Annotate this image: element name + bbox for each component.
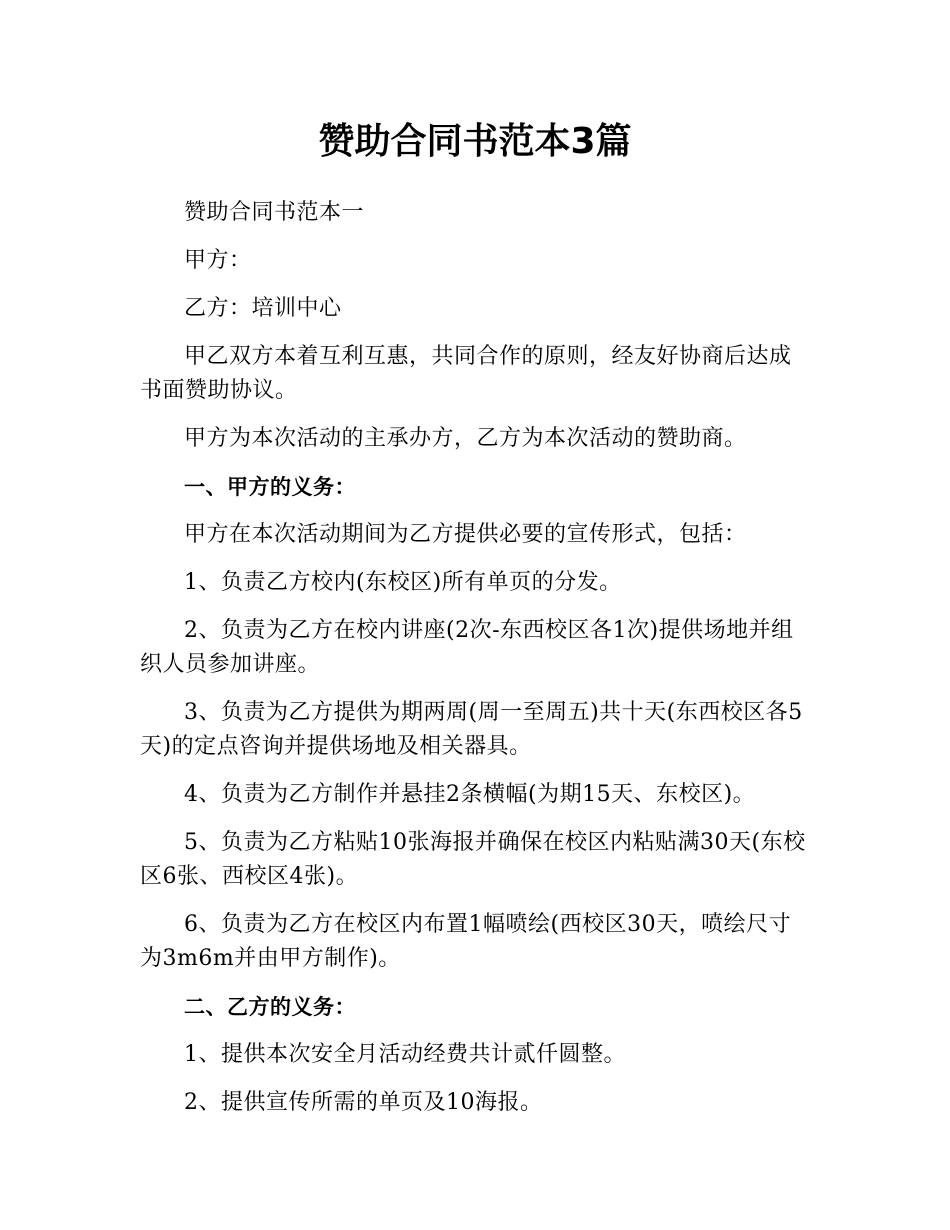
agreement-intro-paragraph: 甲乙双方本着互利互惠，共同合作的原则，经友好协商后达成书面赞助协议。: [140, 344, 792, 403]
document-body: [140, 196, 812, 1134]
party-a-obligation-item: 5、负责为乙方粘贴10张海报并确保在校区内粘贴满30天(东校区6张、西校区4张)。: [140, 830, 806, 889]
party-a-obligation-item: 3、负责为乙方提供为期两周(周一至周五)共十天(东西校区各5天)的定点咨询并提供场地及相关器具。: [140, 700, 803, 759]
party-a-line: 甲方：: [184, 248, 252, 273]
document-title: 赞助合同书范本3篇: [318, 121, 632, 162]
party-b-obligations-heading: 二、乙方的义务：: [184, 995, 356, 1019]
party-a-obligations-intro: 甲方在本次活动期间为乙方提供必要的宣传形式，包括：: [184, 522, 747, 547]
party-a-obligation-item: 1、负责乙方校内(东校区)所有单页的分发。: [184, 570, 622, 595]
roles-paragraph: 甲方为本次活动的主承办方，乙方为本次活动的赞助商。: [184, 426, 747, 451]
party-b-obligation-item: 1、提供本次安全月活动经费共计贰仟圆整。: [184, 1042, 626, 1067]
section-title-sample-one: 赞助合同书范本一: [184, 200, 365, 225]
party-a-obligations-heading: 一、甲方的义务：: [184, 475, 356, 499]
party-b-line: 乙方：培训中心: [184, 296, 342, 321]
party-a-obligation-item: 6、负责为乙方在校区内布置1幅喷绘(西校区30天，喷绘尺寸为3m6m并由甲方制作)。: [140, 912, 792, 971]
party-b-obligation-item: 2、提供宣传所需的单页及10海报。: [184, 1090, 543, 1115]
party-a-obligation-item: 4、负责为乙方制作并悬挂2条横幅(为期15天、东校区)。: [184, 782, 756, 807]
party-a-obligation-item: 2、负责为乙方在校内讲座(2次-东西校区各1次)提供场地并组织人员参加讲座。: [140, 618, 794, 677]
